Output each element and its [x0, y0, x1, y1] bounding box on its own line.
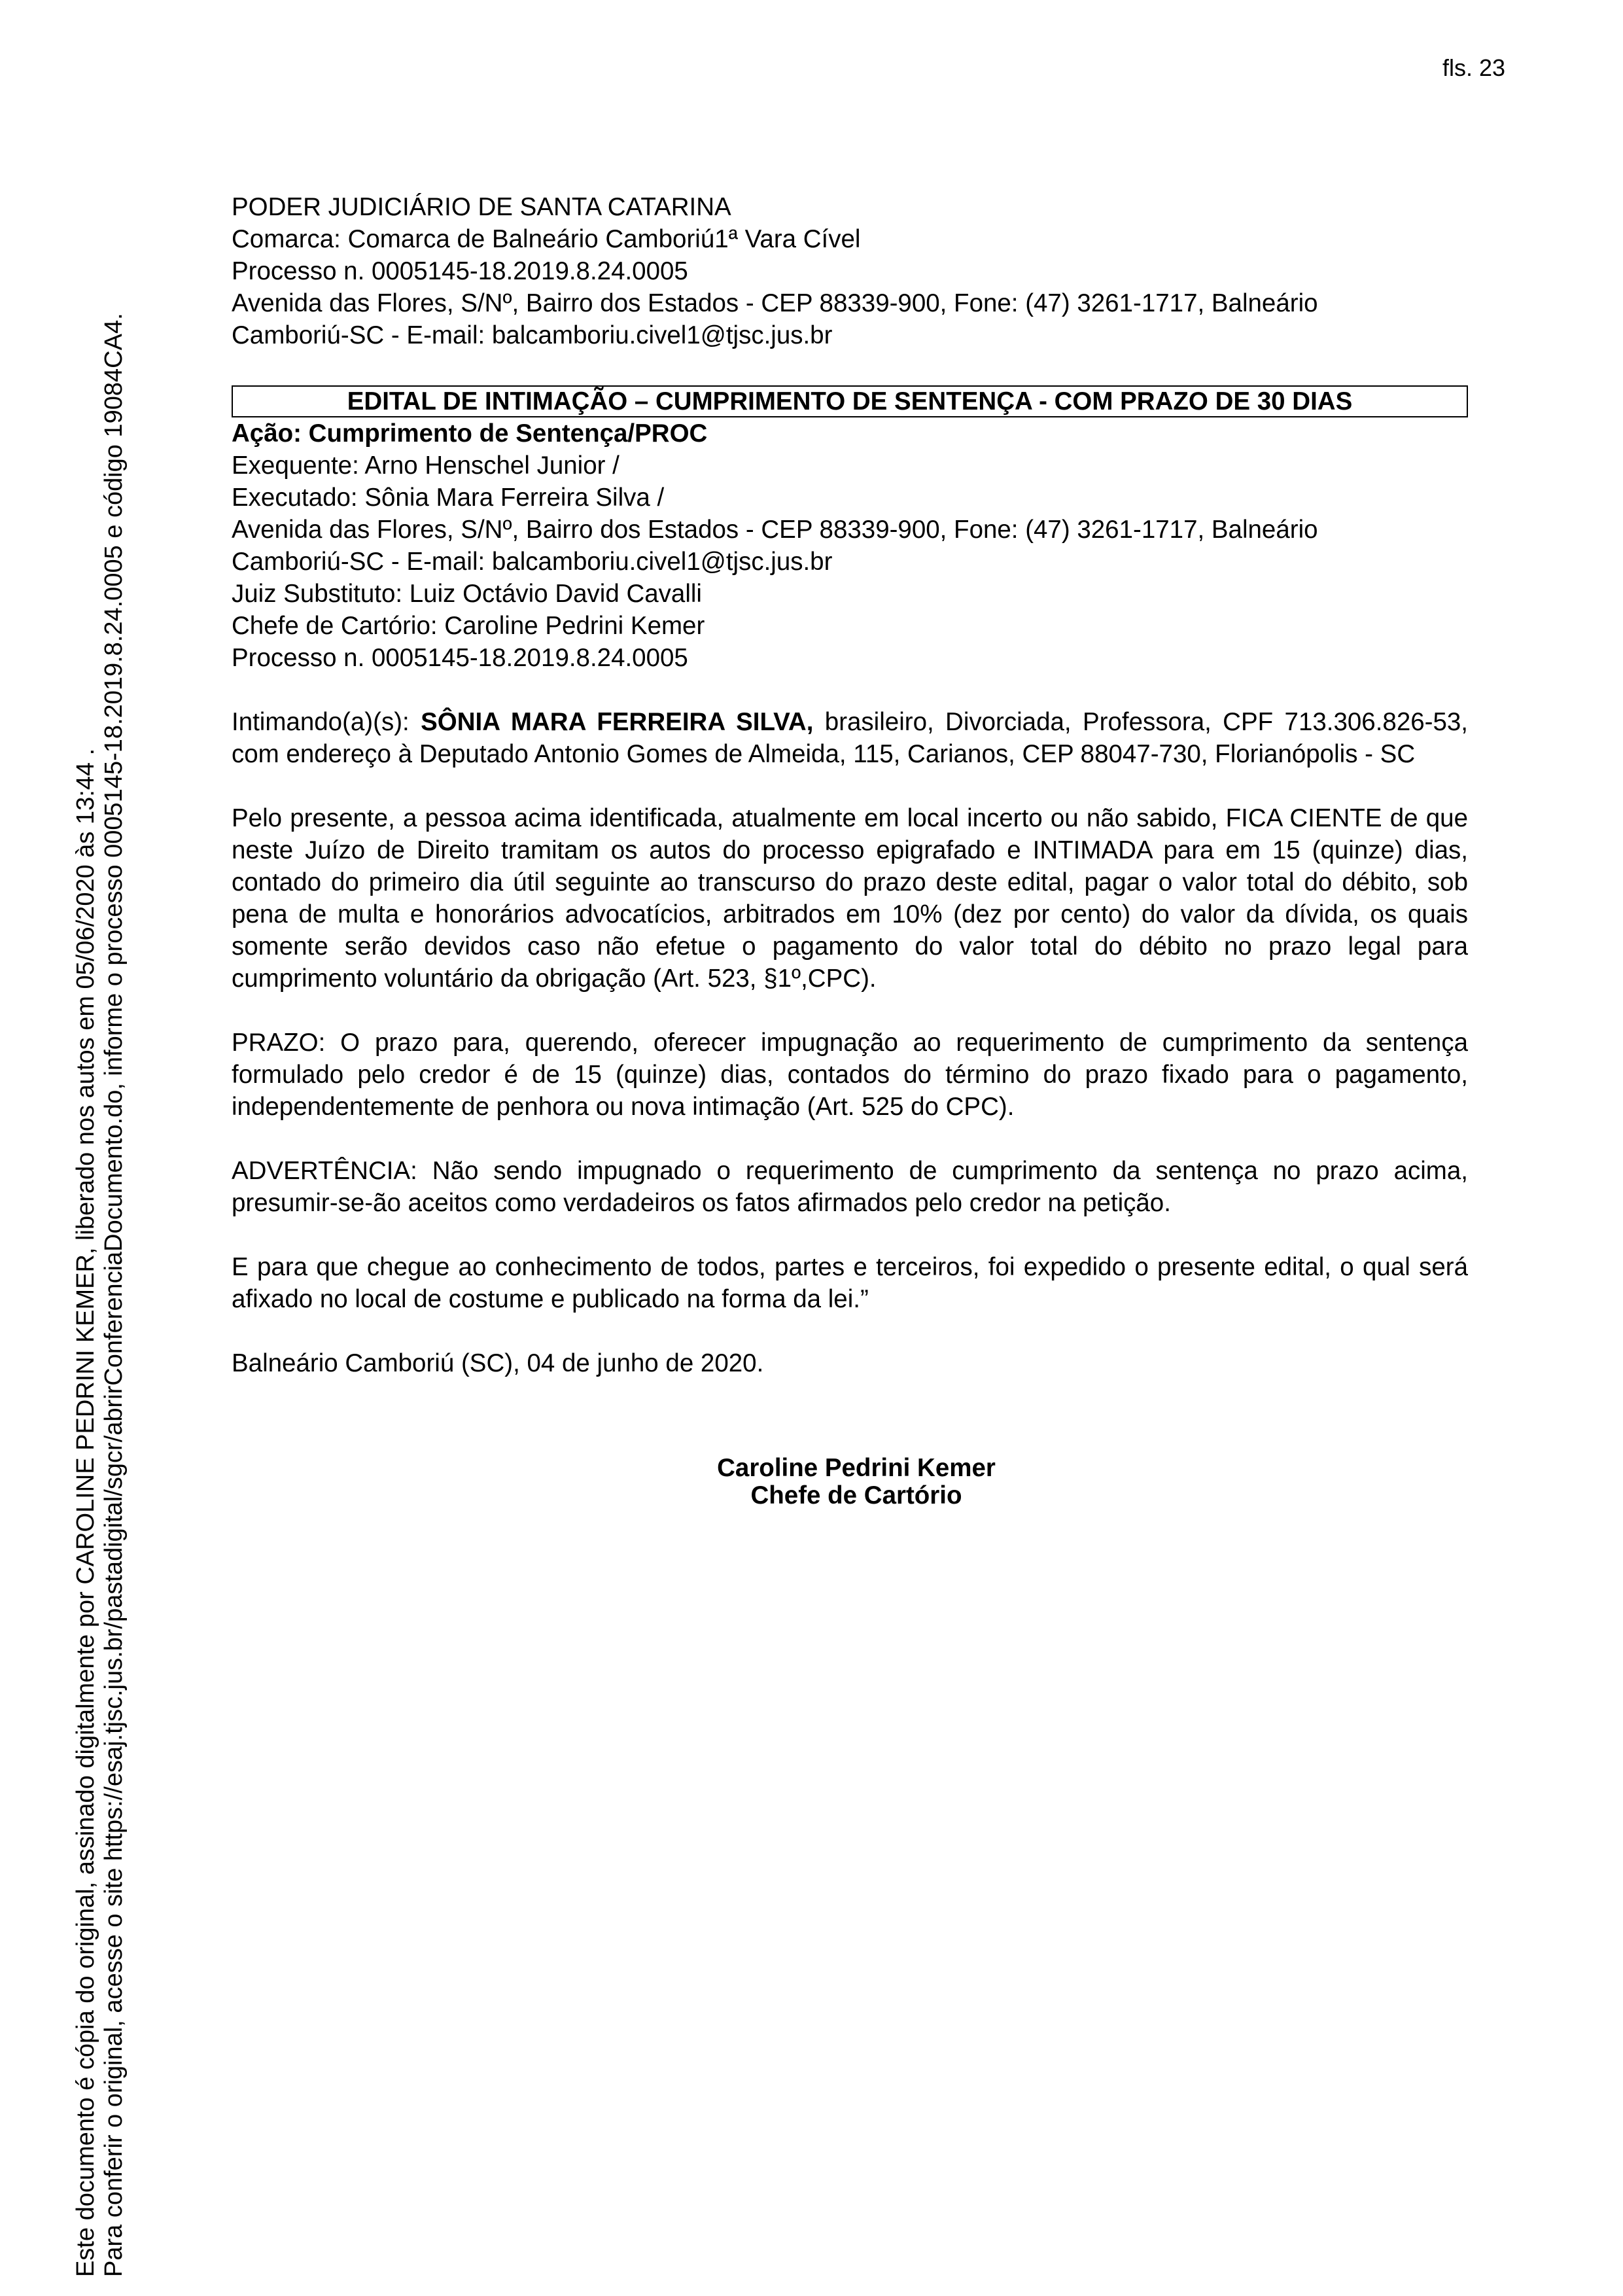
prazo-paragraph: PRAZO: O prazo para, querendo, oferecer impugnação ao requerimento de cumprimento da sentença formulado pelo credor é de 15 (quinze) dias, contados do término do prazo fixado para o pagamento, independentemente de penhora ou nova intimação (Art. 525 do CPC). [232, 1029, 1468, 1121]
case-line: Juiz Substituto: Luiz Octávio David Cavalli [232, 580, 702, 608]
header-line: PODER JUDICIÁRIO DE SANTA CATARINA [232, 193, 731, 221]
header-line: Camboriú-SC - E-mail: balcamboriu.civel1@tjsc.jus.br [232, 321, 833, 349]
intimando-name: SÔNIA MARA FERREIRA SILVA, [421, 708, 814, 736]
side-note-line: Este documento é cópia do original, assinado digitalmente por CAROLINE PEDRINI KEMER, liberado nos autos em 05/06/2020 às 13:44 . [72, 748, 99, 2277]
page-number: fls. 23 [1442, 54, 1506, 81]
date-line: Balneário Camboriú (SC), 04 de junho de 2020. [232, 1349, 764, 1377]
digital-signature-note [72, 313, 137, 2277]
case-action: Ação: Cumprimento de Sentença/PROC [232, 419, 708, 448]
case-line: Avenida das Flores, S/Nº, Bairro dos Estados - CEP 88339-900, Fone: (47) 3261-1717, Balneário [232, 516, 1318, 544]
case-details [232, 417, 1468, 674]
header-line: Avenida das Flores, S/Nº, Bairro dos Estados - CEP 88339-900, Fone: (47) 3261-1717, Balneário [232, 289, 1318, 317]
intimando-paragraph [232, 706, 1468, 770]
court-header [232, 191, 1468, 351]
case-line: Processo n. 0005145-18.2019.8.24.0005 [232, 644, 688, 672]
advertencia-paragraph: ADVERTÊNCIA: Não sendo impugnado o requerimento de cumprimento da sentença no prazo acima, presumir-se-ão aceitos como verdadeiros os fatos afirmados pelo credor na petição. [232, 1157, 1468, 1217]
header-line: Processo n. 0005145-18.2019.8.24.0005 [232, 257, 688, 285]
edital-title: EDITAL DE INTIMAÇÃO – CUMPRIMENTO DE SENTENÇA - COM PRAZO DE 30 DIAS [232, 385, 1468, 417]
side-note-line: Para conferir o original, acesse o site https://esaj.tjsc.jus.br/pastadigital/sgcr/abrirConferenciaDocumento.do, informe o processo 0005145-18.2019.8.24.0005 e código 19084CA4. [100, 313, 128, 2277]
header-line: Comarca: Comarca de Balneário Camboriú1ª Vara Cível [232, 225, 861, 253]
intimando-details: brasileiro, Divorciada, Professora, CPF 713.306.826-53, com endereço à Deputado Antonio Gomes de Almeida, 115, Carianos, CEP 88047-730, Florianópolis - SC [232, 708, 1468, 768]
closing-paragraph: E para que chegue ao conhecimento de todos, partes e terceiros, foi expedido o presente edital, o qual será afixado no local de costume e publicado na forma da lei.” [232, 1253, 1468, 1313]
signatory-name: Caroline Pedrini Kemer [717, 1454, 996, 1482]
intimando-label: Intimando(a)(s): [232, 708, 421, 736]
signature-block [232, 1455, 1468, 1510]
case-line: Camboriú-SC - E-mail: balcamboriu.civel1@tjsc.jus.br [232, 548, 833, 576]
case-line: Chefe de Cartório: Caroline Pedrini Kemer [232, 612, 705, 640]
document-body [232, 191, 1468, 1510]
notice-paragraph: Pelo presente, a pessoa acima identificada, atualmente em local incerto ou não sabido, FICA CIENTE de que neste Juízo de Direito tramitam os autos do processo epigrafado e INTIMADA para em 15 (quinze) dias, contado do primeiro dia útil seguinte ao transcurso do prazo deste edital, pagar o valor total do débito, sob pena de multa e honorários advocatícios, arbitrados em 10% (dez por cento) do valor da dívida, os quais somente serão devidos caso não efetue o pagamento do valor total do débito no prazo legal para cumprimento voluntário da obrigação (Art. 523, §1º,CPC). [232, 804, 1468, 993]
signatory-role: Chefe de Cartório [750, 1481, 962, 1510]
case-line: Exequente: Arno Henschel Junior / [232, 451, 620, 480]
case-line: Executado: Sônia Mara Ferreira Silva / [232, 484, 665, 512]
